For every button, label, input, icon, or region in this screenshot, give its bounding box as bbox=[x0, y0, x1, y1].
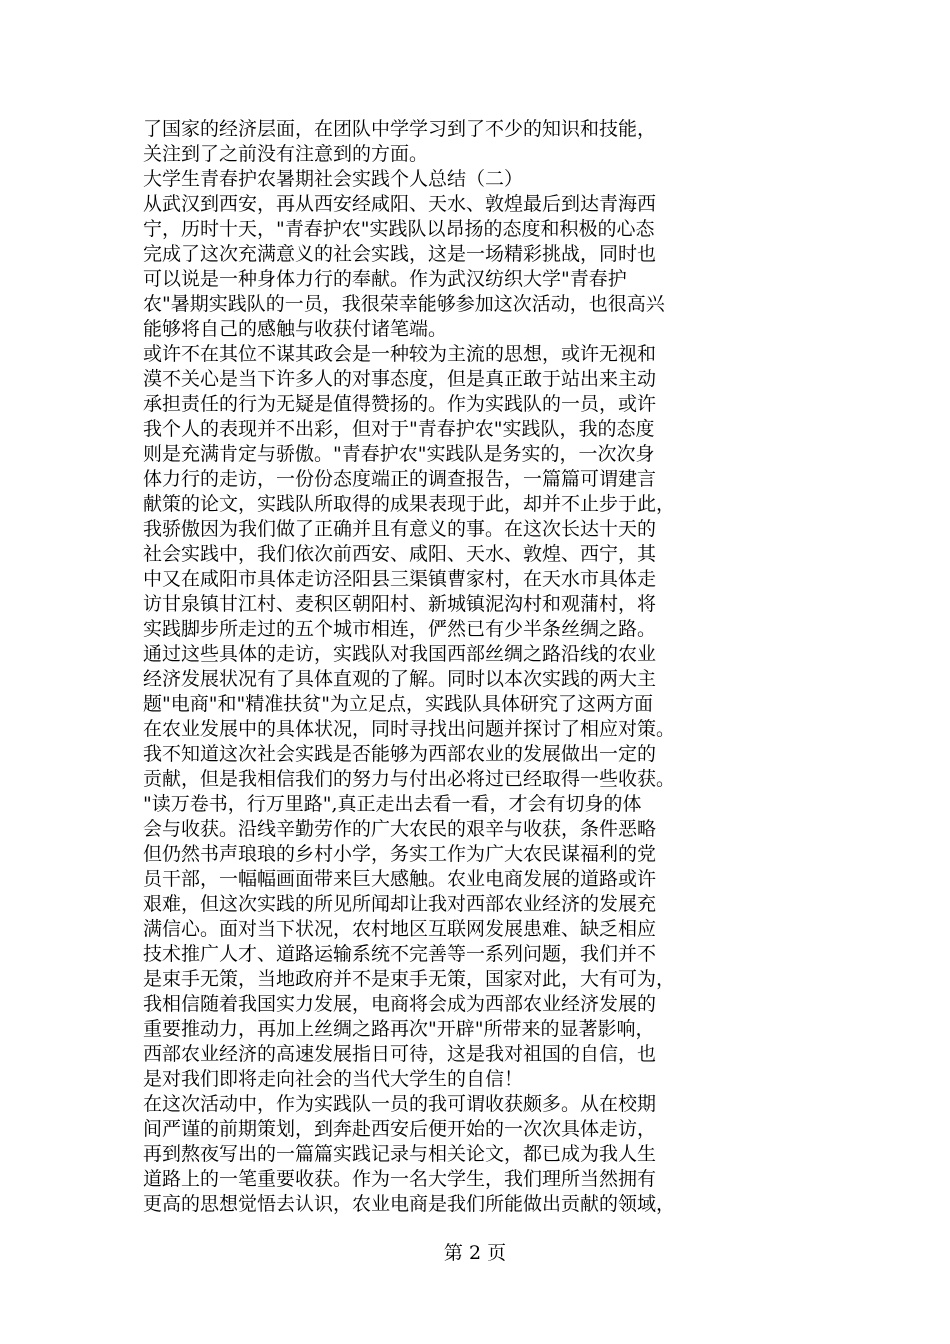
page-number-footer: 第 2 页 bbox=[443, 1242, 507, 1264]
paragraph-reflection: "读万卷书，行万里路",真正走出去看一看，才会有切身的体 会与收获。沿线辛勤劳作的广大农民的艰辛与收获，条件恶略 但仍然书声琅琅的乡村小学，务实工作为广大农民谋福利的党 员干部，一幅幅画面带来巨大感触。农业电商发展的道路或许 艰难，但这次实践的所见所闻却让我对西部农业经济的发展充 满信心。面对当下状况，农村地区互联网发展患难、缺乏相应 技术推广人才、道路运输系统不完善等一系列问题，我们并不 是束手无策，当地政府并不是束手无策，国家对此，大有可为， 我相信随着我国实力发展，电商将会成为西部农业经济发展的 重要推动力，再加上丝绸之路再次"开辟"所带来的显著影响， 西部农业经济的高速发展指日可待，这是我对祖国的自信，也 是对我们即将走向社会的当代大学生的自信！ bbox=[143, 793, 676, 1090]
paragraph-responsibility: 或许不在其位不谋其政会是一种较为主流的思想，或许无视和 漠不关心是当下许多人的对事态度，但是真正敢于站出来主动 承担责任的行为无疑是值得赞扬的。作为实践队的一员，或许 我个人的表现并不出彩，但对于"青春护农"实践队，我的态度 则是充满肯定与骄傲。"青春护农"实践队是务实的，一次次身 体力行的走访，一份份态度端正的调查报告，一篇篇可谓建言 献策的论文，实践队所取得的成果表现于此，却并不止步于此， 我骄傲因为我们做了正确并且有意义的事。在这次长达十天的 社会实践中，我们依次前西安、咸阳、天水、敦煌、西宁，其 中又在咸阳市具体走访泾阳县三渠镇曹家村，在天水市具体走 访甘泉镇甘江村、麦积区朝阳村、新城镇泥沟村和观蒲村，将 实践脚步所走过的五个城市相连，俨然已有少半条丝绸之路。 通过这些具体的走访，实践队对我国西部丝绸之路沿线的农业 经济发展状况有了具体直观的了解。同时以本次实践的两大主 题"电商"和"精准扶贫"为立足点，实践队具体研究了这两方面 在农业发展中的具体状况，同时寻找出问题并探讨了相应对策。 我不知道这次社会实践是否能够为西部农业的发展做出一定的 贡献，但是我相信我们的努力与付出必将过已经取得一些收获。 bbox=[143, 343, 676, 790]
paragraph-journey: 从武汉到西安，再从西安经咸阳、天水、敦煌最后到达青海西 宁，历时十天，"青春护农"实践队以昂扬的态度和积极的心态 完成了这次充满意义的社会实践，这是一场精彩挑战，同时也 可以说是一种身体力行的奉献。作为武汉纺织大学"青春护 农"暑期实践队的一员，我很荣幸能够参加这次活动，也很高兴 能够将自己的感触与收获付诸笔端。 bbox=[143, 193, 665, 340]
section-heading: 大学生青春护农暑期社会实践个人总结（二） bbox=[143, 168, 524, 190]
paragraph-continued-intro: 了国家的经济层面，在团队中学学习到了不少的知识和技能， 关注到了之前没有注意到的方面。 bbox=[143, 118, 657, 165]
document-body bbox=[143, 117, 823, 1217]
paragraph-harvest: 在这次活动中，作为实践队一员的我可谓收获颇多。从在校期 间严谨的前期策划，到奔赴西安后便开始的一次次具体走访， 再到熬夜写出的一篇篇实践记录与相关论文，都已成为我人生 道路上的一笔重要收获。作为一名大学生，我们理所当然拥有 更高的思想觉悟去认识，农业电商是我们所能做出贡献的领域， bbox=[143, 1093, 676, 1215]
